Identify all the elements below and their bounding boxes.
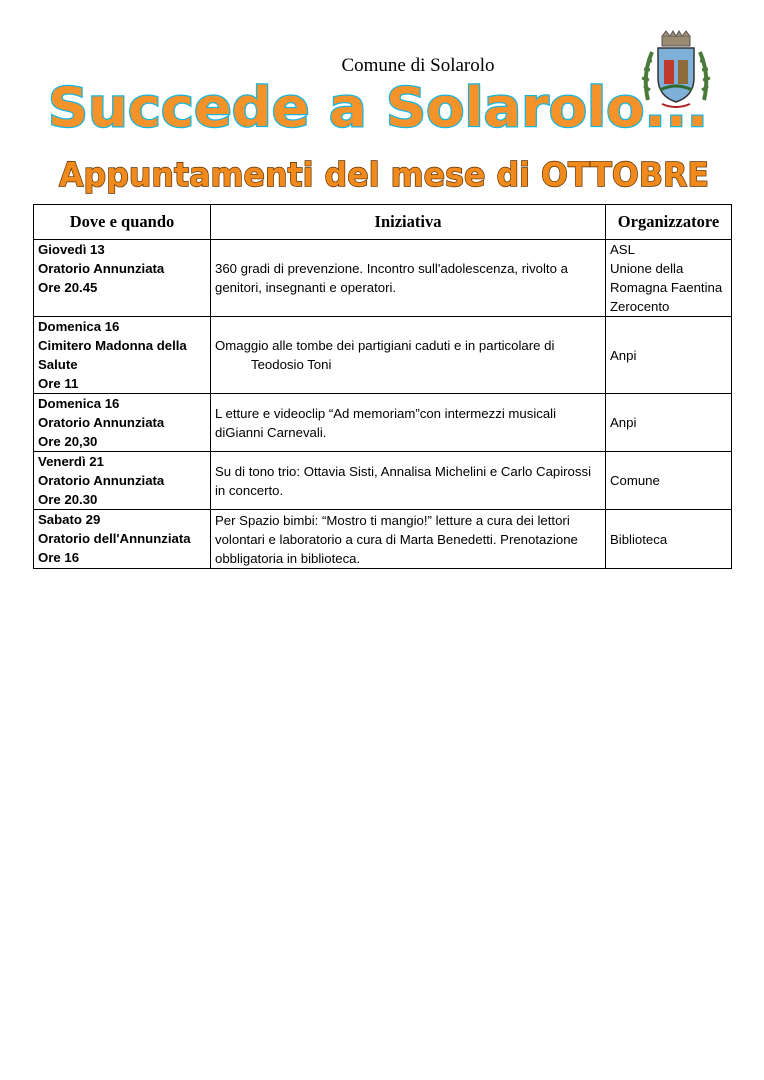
organizer: Unione della Romagna Faentina xyxy=(610,261,723,295)
organizer: ASL xyxy=(610,242,635,257)
row-who xyxy=(606,317,732,394)
event-place: Oratorio Annunziata xyxy=(38,473,165,488)
row-what: L etture e videoclip “Ad memoriam”con intermezzi musicali diGianni Carnevali. xyxy=(211,394,606,452)
event-place: Oratorio Annunziata xyxy=(38,261,165,276)
row-when xyxy=(34,317,211,394)
organizer: Comune xyxy=(610,473,660,488)
month-subtitle: Appuntamenti del mese di OTTOBRE xyxy=(59,155,709,194)
comune-label: Comune di Solarolo xyxy=(341,55,495,76)
header-when: Dove e quando xyxy=(34,205,211,240)
event-place: Oratorio dell'Annunziata xyxy=(38,531,191,546)
row-when xyxy=(34,452,211,510)
row-who xyxy=(606,240,732,317)
event-time: Ore 20,30 xyxy=(38,434,98,449)
row-what: Su di tono trio: Ottavia Sisti, Annalisa Michelini e Carlo Capirossi in concerto. xyxy=(211,452,606,510)
event-description-extra: Teodosio Toni xyxy=(251,357,332,372)
table-row xyxy=(34,452,732,510)
row-when xyxy=(34,510,211,569)
row-who xyxy=(606,394,732,452)
event-date: Domenica 16 xyxy=(38,319,120,334)
event-time: Ore 20.30 xyxy=(38,492,98,507)
event-date: Sabato 29 xyxy=(38,512,101,527)
table-row xyxy=(34,240,732,317)
event-place: Cimitero Madonna della Salute xyxy=(38,338,187,372)
main-title: Succede a Solarolo... xyxy=(48,76,708,139)
table-row xyxy=(34,394,732,452)
event-place: Oratorio Annunziata xyxy=(38,415,165,430)
event-time: Ore 11 xyxy=(38,376,79,391)
event-date: Venerdì 21 xyxy=(38,454,104,469)
event-time: Ore 20.45 xyxy=(38,280,98,295)
event-time: Ore 16 xyxy=(38,550,80,565)
table-row xyxy=(34,510,732,569)
event-date: Giovedì 13 xyxy=(38,242,105,257)
row-what xyxy=(211,317,606,394)
row-what: Per Spazio bimbi: “Mostro ti mangio!” letture a cura dei lettori volontari e laboratorio a cura di Marta Benedetti. Prenotazione obbligatoria in biblioteca. xyxy=(211,510,606,569)
row-when xyxy=(34,240,211,317)
row-who xyxy=(606,510,732,569)
row-who xyxy=(606,452,732,510)
table-header xyxy=(34,205,732,240)
header-who: Organizzatore xyxy=(606,205,732,240)
table-row xyxy=(34,317,732,394)
title-banner xyxy=(0,70,764,200)
row-what: 360 gradi di prevenzione. Incontro sull'adolescenza, rivolto a genitori, insegnanti e operatori. xyxy=(211,240,606,317)
organizer: Anpi xyxy=(610,347,637,363)
organizer: Anpi xyxy=(610,415,637,430)
organizer: Biblioteca xyxy=(610,531,668,547)
event-date: Domenica 16 xyxy=(38,396,120,411)
events-table xyxy=(33,204,732,569)
organizer: Zerocento xyxy=(610,299,670,314)
header-what: Iniziativa xyxy=(211,205,606,240)
row-when xyxy=(34,394,211,452)
event-description: Omaggio alle tombe dei partigiani caduti e in particolare di xyxy=(215,338,555,353)
